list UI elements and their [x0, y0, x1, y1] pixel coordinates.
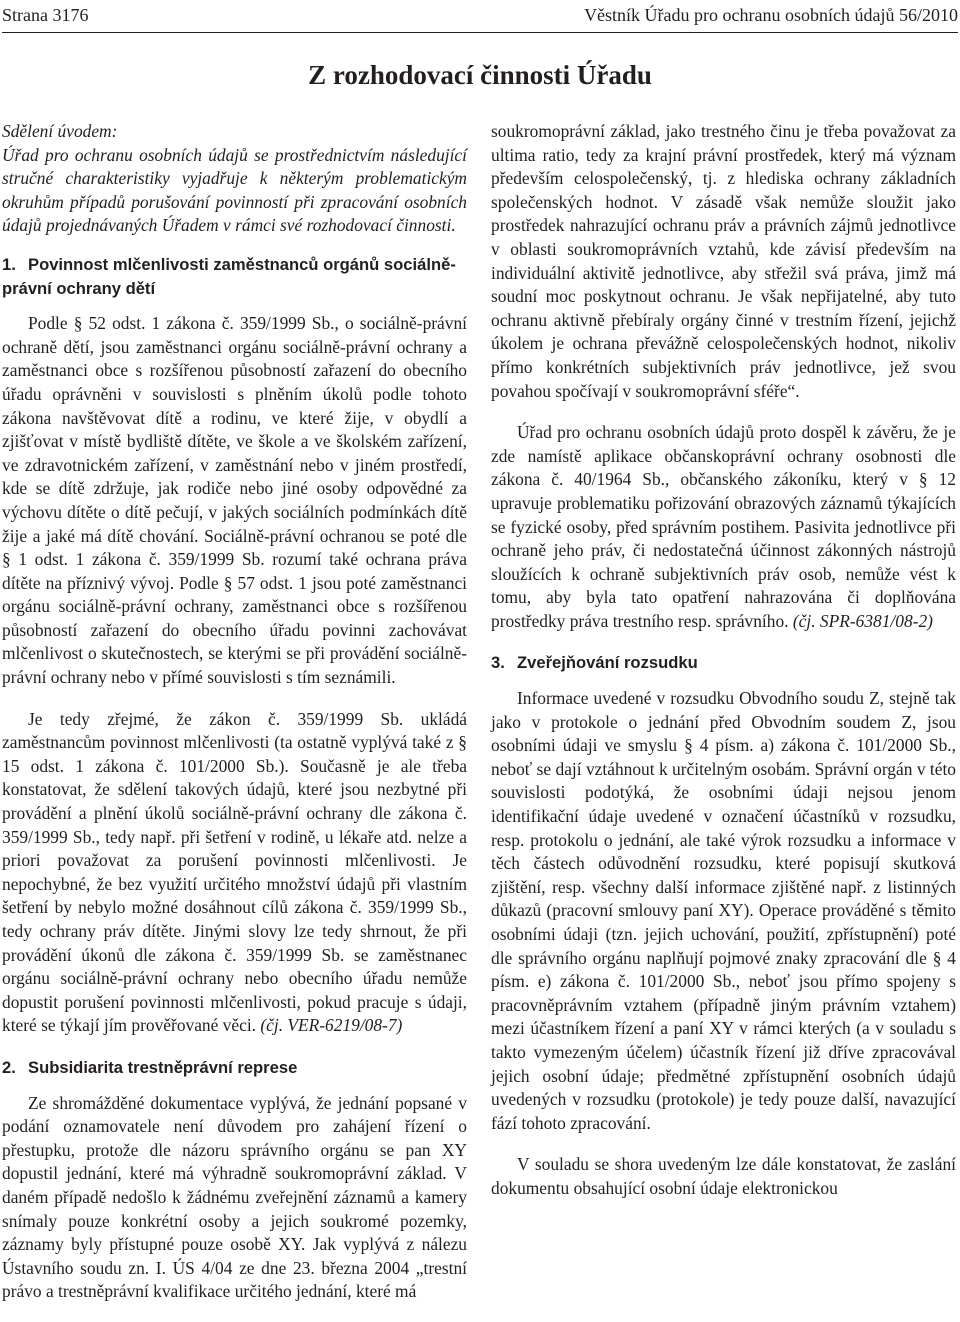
section-3-paragraph-2: V souladu se shora uvedeným lze dále konstatovat, že zaslání dokumentu obsahující osobní údaje elektronickou [491, 1154, 956, 1198]
section-2-heading [2, 1056, 467, 1080]
section-2-paragraph-1: Ze shromážděné dokumentace vyplývá, že jednání popsané v podání oznamovatele není důvodem pro zahájení řízení o přestupku, protože dle názoru správního orgánu se pan XY dopustil jednání, které má výhradně soukromoprávní základ. V daném případě nedošlo k žádnému zveřejnění záznamů a kamery snímaly pouze konkrétní osoby a jejich soukromé pozemky, záznamy byly přístupné pouze osobě XY. Jak vyplývá z nálezu Ústavního soudu zn. I. ÚS 4/04 ze dne 23. března 2004 „trestní právo a trestněprávní kvalifikace určitého jednání, které má [2, 1092, 467, 1302]
page-header [2, 4, 958, 28]
journal-title: Věstník Úřadu pro ochranu osobních údajů 56/2010 [584, 5, 958, 25]
section-title: Z rozhodovací činnosti Úřadu [308, 60, 652, 90]
section-1-number: 1. [2, 254, 16, 274]
section-3-heading [491, 651, 956, 675]
section-1-heading [2, 253, 467, 300]
section-2-paragraph-2 [491, 421, 956, 633]
section-2-paragraph-1-continued: soukromoprávní základ, jako trestného činu je třeba považovat za ultima ratio, tedy za krajní právní prostředek, který má význam především celospolečenský, tj. z hlediska ochrany základních společenských hodnot. V zásadě však nemůže sloužit jako prostředek nahrazující ochranu práv a právních zájmů jednotlivce v oblasti soukromoprávních vztahů, kde závisí především na individuální aktivitě jednotlivce, aby střežil svá práva, jimž má soudní moc poskytnout ochranu. Je však nepřijatelné, aby tuto ochranu aktivně přebíraly orgány činné v trestním řízení, jejichž úkolem je ochrana převážně celospolečenských hodnot, nikoliv přímo konkrétních subjektivních práv jednotlivce, jež svou povahou spočívají v soukromoprávní sféře“. [491, 121, 956, 401]
page-number: Strana 3176 [2, 5, 89, 25]
intro-heading: Sdělení úvodem: [2, 121, 118, 141]
header-rule [2, 32, 958, 33]
section-1-paragraph-1: Podle § 52 odst. 1 zákona č. 359/1999 Sb., o sociálně-právní ochraně dětí, jsou zaměstnanci orgánu sociálně-právní ochrany a zaměstnanci obce s rozšířenou působností zařazení do obecního úřadu oprávněni v souvislosti s plněním úkolů podle tohoto zákona navštěvovat dítě a rodinu, ve které žije, v obydlí a zjišťovat v místě bydliště dítěte, ve škole a ve školském zařízení, ve zdravotnickém zařízení, v zaměstnání nebo v jiném prostředí, kde se dítě zdržuje, jak rodiče nebo jiné osoby odpovědné za výchovu dítěte o dítě pečují, v jakých sociálních podmínkách dítě žije a jaké má dítě chování. Sociálně-právní ochranou se poté dle § 1 odst. 1 zákona č. 359/1999 Sb. rozumí také ochrana práva dítěte na příznivý vývoj. Podle § 57 odst. 1 jsou poté zaměstnanci orgánu sociálně-právní ochrany, zaměstnanci obce s rozšířenou působností zařazení do obecního úřadu povinni zachovávat mlčenlivost o skutečnostech, se kterými se při provádění sociálně-právní ochrany nebo v přímé souvislosti s tím seznámili. [2, 313, 467, 688]
section-3-number: 3. [491, 653, 505, 673]
right-column [491, 120, 956, 1201]
section-1-paragraph-2-text: Je tedy zřejmé, že zákon č. 359/1999 Sb. ukládá zaměstnancům povinnost mlčenlivosti (ta ostatně vyplývá také z § 15 odst. 1 zákona č. 101/2000 Sb.). Současně je ale třeba konstatovat, že sdělení takových údajů, které jsou nezbytné při provádění a plnění úkolů sociálně-právní ochrany dle zákona č. 359/1999 Sb., tedy např. při šetření v rodině, u lékaře atd. nelze a priori považovat za porušení povinnosti mlčenlivosti. Je nepochybné, že bez využití určitého množství údajů při vlastním šetření by nebylo možné dosáhnout cílů zákona č. 359/1999 Sb., tedy ochrany práv dítěte. Jinými slovy lze tedy shrnout, že při provádění úkonů dle zákona č. 359/1999 Sb. se zaměstnanec orgánu sociálně-právní ochrany nebo obecního úřadu nemůže dopustit porušení povinnosti mlčenlivosti, pokud pracuje s údaji, které se týkají jím prověřované věci. [2, 708, 467, 1036]
section-1-paragraph-2 [2, 708, 467, 1038]
intro-text: Úřad pro ochranu osobních údajů se prostřednictvím následující stručné charakteristiky vyjadřuje k některým problematickým okruhům případů porušování povinností při zpracování osobních údajů projednávaných Úřadem v rámci své rozhodovací činnosti. [2, 144, 467, 236]
section-2-number: 2. [2, 1057, 16, 1077]
section-2-reference: (čj. SPR-6381/08-2) [792, 610, 933, 631]
section-3-paragraph-1: Informace uvedené v rozsudku Obvodního soudu Z, stejně tak jako v protokole o jednání před Obvodním soudem Z, jsou osobními údaji ve smyslu § 4 písm. a) zákona č. 101/2000 Sb., neboť se dají vztáhnout k určitelným osobám. Správní orgán v této souvislosti podotýká, že osobními údaji nejsou jenom identifikační údaje uvedené v označení účastníků v rozsudku, resp. protokolu o jednání, ale také výrok rozsudku a informace v těch částech odůvodnění rozsudku, které popisují skutková zjištění, resp. všechny další informace zjištěné např. z listinných důkazů (pracovní smlouvy paní XY). Operace prováděné s těmito osobními údaji (tzn. jejich uchování, použití, zpřístupnění) poté dle správního orgánu naplňují pojmové znaky zpracování dle § 4 písm. e) zákona č. 101/2000 Sb., neboť jsou přímo spojeny s pracovněprávním vztahem (případně jiným právním vztahem) mezi účastníkem řízení a paní XY v rámci kterých (a v souladu s takto vymezeným účelem) účastník řízení již dříve zpracovával jejich osobní údaje; předmětné zpřístupnění osobních údajů uvedených v rozsudku (protokole) je tedy pouze další, navazující fází tohoto zpracování. [491, 688, 956, 1133]
section-2-title: Subsidiarita trestněprávní represe [28, 1057, 298, 1077]
section-1-reference: (čj. VER-6219/08-7) [260, 1015, 403, 1036]
left-column [2, 120, 467, 1304]
section-1-title: Povinnost mlčenlivosti zaměstnanců orgánů sociálně-právní ochrany dětí [2, 254, 456, 298]
section-2-paragraph-2-text: Úřad pro ochranu osobních údajů proto dospěl k závěru, že je zde namístě aplikace občanskoprávní ochrany osobnosti dle zákona č. 40/1964 Sb., občanského zákoníku, který v § 12 upravuje problematiku pořizování obrazových záznamů týkajících se fyzické osoby, před správním postihem. Pasivita jednotlivce při ochraně jeho práv, či nedostatečná účinnost zákonných nástrojů sloužících k ochraně subjektivních práv osob, nemůže vést k tomu, aby byla tato opatření nahrazována či doplňována prostředky práva trestního resp. správního. [491, 422, 956, 631]
section-3-title: Zveřejňování rozsudku [517, 653, 698, 673]
